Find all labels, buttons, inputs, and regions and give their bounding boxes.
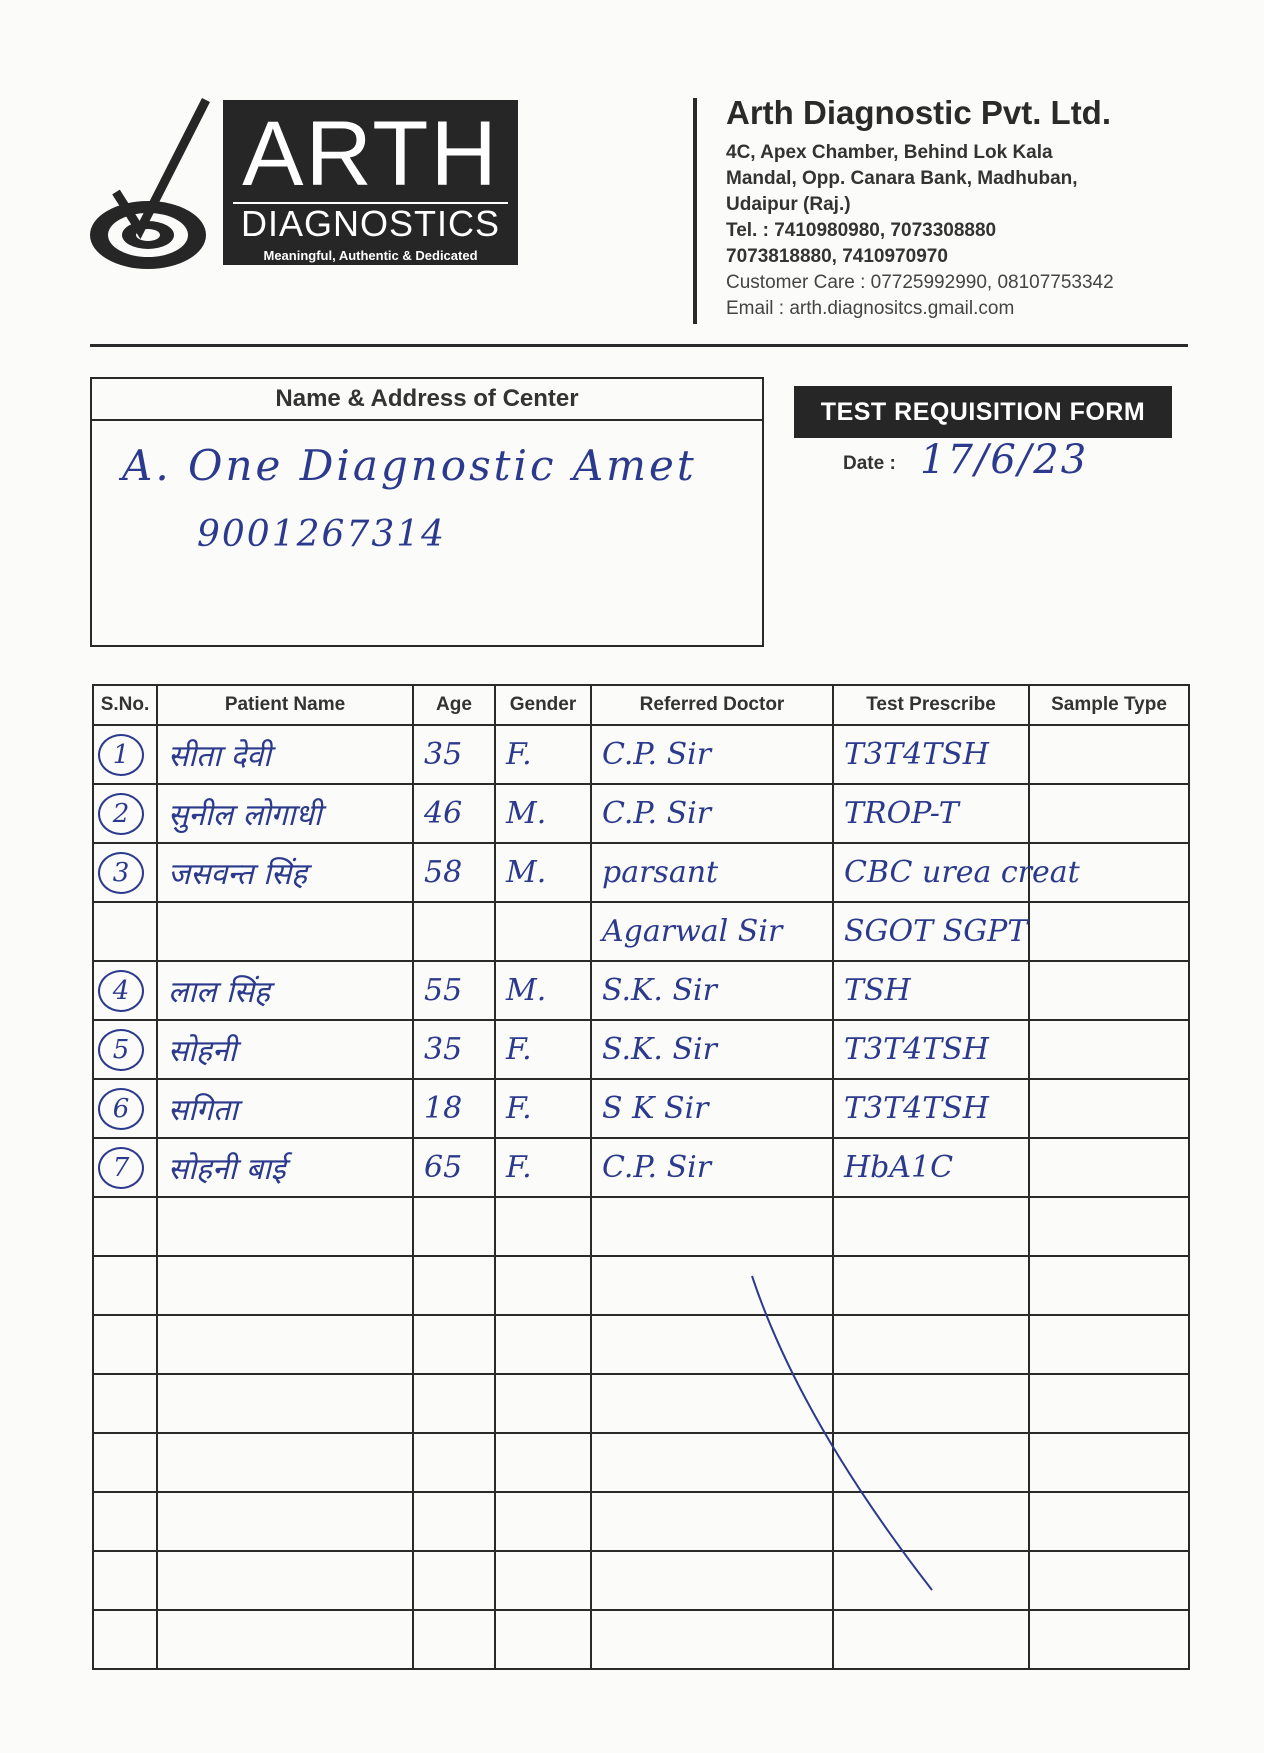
cell-name: सोहनी बाई xyxy=(157,1138,413,1197)
company-customer-care: Customer Care : 07725992990, 08107753342 xyxy=(726,272,1114,293)
cell-test: T3T4TSH xyxy=(833,725,1029,784)
cell-age: 18 xyxy=(413,1079,495,1138)
cell-gender: M. xyxy=(495,784,591,843)
cell-gender: M. xyxy=(495,843,591,902)
cell-name: जसवन्त सिंह xyxy=(157,843,413,902)
cell-doctor: C.P. Sir xyxy=(591,1138,833,1197)
cell-gender: M. xyxy=(495,961,591,1020)
serial-number: 5 xyxy=(98,1029,144,1071)
cell-doctor: C.P. Sir xyxy=(591,725,833,784)
company-address-3: Udaipur (Raj.) xyxy=(726,194,851,215)
cell-doctor: C.P. Sir xyxy=(591,784,833,843)
date-label: Date : xyxy=(843,453,896,474)
cell-doctor: S.K. Sir xyxy=(591,1020,833,1079)
cell-name: सगिता xyxy=(157,1079,413,1138)
cell-test: TROP-T xyxy=(833,784,1029,843)
serial-number: 3 xyxy=(98,852,144,894)
cell-gender: F. xyxy=(495,725,591,784)
center-phone: 9001267314 xyxy=(197,514,447,555)
cell-test: HbA1C xyxy=(833,1138,1029,1197)
logo-main-text: ARTH xyxy=(242,103,499,205)
cell-test: CBC urea creat xyxy=(833,843,1029,902)
cell-test: TSH xyxy=(833,961,1029,1020)
date-value: 17/6/23 xyxy=(920,437,1089,483)
header-gender: Gender xyxy=(495,685,591,725)
form-title: TEST REQUISITION FORM xyxy=(794,386,1172,438)
header-patient-name: Patient Name xyxy=(157,685,413,725)
header-sno: S.No. xyxy=(93,685,157,725)
cell-age: 58 xyxy=(413,843,495,902)
cell-test: T3T4TSH xyxy=(833,1079,1029,1138)
cell-name: सोहनी xyxy=(157,1020,413,1079)
cell-doctor: S.K. Sir xyxy=(591,961,833,1020)
center-heading: Name & Address of Center xyxy=(92,379,762,421)
cell-age: 55 xyxy=(413,961,495,1020)
cell-age: 35 xyxy=(413,725,495,784)
serial-number: 6 xyxy=(98,1088,144,1130)
logo-tagline: Meaningful, Authentic & Dedicated xyxy=(263,248,478,263)
header-referred-doctor: Referred Doctor xyxy=(591,685,833,725)
cell-test: T3T4TSH xyxy=(833,1020,1029,1079)
company-email: Email : arth.diagnositcs.gmail.com xyxy=(726,298,1015,319)
company-tel-1: Tel. : 7410980980, 7073308880 xyxy=(726,220,997,241)
header-sample-type: Sample Type xyxy=(1029,685,1189,725)
cell-doctor: parsant xyxy=(591,843,833,902)
cell-name: सुनील लोगाधी xyxy=(157,784,413,843)
cell-name: सीता देवी xyxy=(157,725,413,784)
header-test-prescribe: Test Prescribe xyxy=(833,685,1029,725)
center-name: A. One Diagnostic Amet xyxy=(122,441,697,490)
company-name: Arth Diagnostic Pvt. Ltd. xyxy=(726,94,1112,131)
cell-gender: F. xyxy=(495,1138,591,1197)
cell-gender: F. xyxy=(495,1079,591,1138)
cell-doctor: S K Sir xyxy=(591,1079,833,1138)
cell-test: SGOT SGPT xyxy=(833,902,1029,961)
cell-age: 46 xyxy=(413,784,495,843)
company-tel-2: 7073818880, 7410970970 xyxy=(726,246,948,267)
cell-doctor: Agarwal Sir xyxy=(591,902,833,961)
header-age: Age xyxy=(413,685,495,725)
cell-name: लाल सिंह xyxy=(157,961,413,1020)
serial-number: 1 xyxy=(98,734,144,776)
cell-age: 65 xyxy=(413,1138,495,1197)
company-address-2: Mandal, Opp. Canara Bank, Madhuban, xyxy=(726,168,1078,189)
cell-age: 35 xyxy=(413,1020,495,1079)
company-address-1: 4C, Apex Chamber, Behind Lok Kala xyxy=(726,142,1053,163)
serial-number: 2 xyxy=(98,793,144,835)
serial-number: 4 xyxy=(98,970,144,1012)
serial-number: 7 xyxy=(98,1147,144,1189)
logo-sub-text: DIAGNOSTICS xyxy=(233,202,508,242)
cell-gender: F. xyxy=(495,1020,591,1079)
